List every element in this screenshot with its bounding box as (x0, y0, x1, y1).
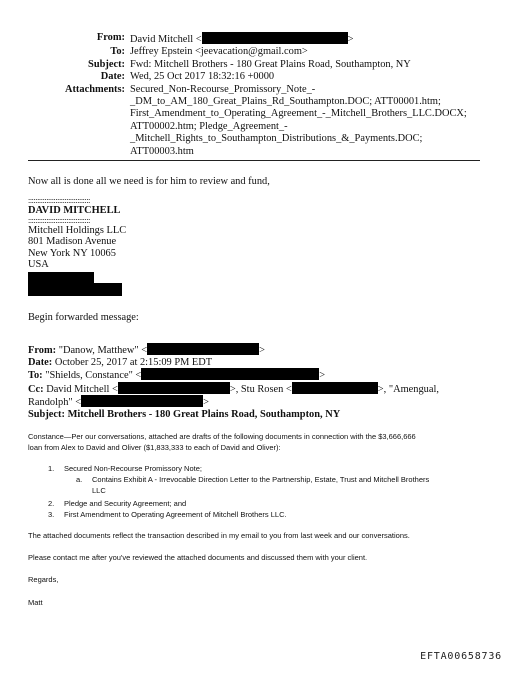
closing-regards: Regards, (28, 575, 59, 584)
header-subject-row (28, 59, 488, 71)
header-attachments-row (28, 84, 488, 158)
header-divider (28, 160, 480, 161)
list-number: 2. (48, 499, 55, 508)
signature-name: DAVID MITCHELL (28, 205, 121, 216)
list-item: Secured Non-Recourse Promissory Note; (64, 464, 202, 473)
signature-dots: :::::::::::::::::::::::::::::::::: (28, 196, 90, 205)
list-item: Pledge and Security Agreement; and (64, 499, 187, 508)
fwd-subject-row (28, 409, 488, 421)
fwd-from-value: "Danow, Matthew" < (58, 345, 148, 356)
date-label: Date: (100, 71, 125, 83)
redaction-box (141, 368, 319, 380)
redaction-box (147, 343, 259, 355)
fwd-date-label: Date: (28, 356, 53, 368)
attachment-line[interactable]: _Mitchell_Rights_to_Southampton_Distributions_&_Payments.DOC; ATT00003.htm (130, 133, 423, 157)
attachment-line[interactable]: First_Amendment_to_Operating_Agreement_-_Mitchell_Brothers_LLC.DOCX; (130, 108, 467, 120)
from-close-angle: > (347, 34, 354, 45)
fwd-cc-row-cont: Randolph" < > (28, 397, 209, 409)
attachment-line[interactable]: _DM_to_AM_180_Great_Plains_Rd_Southampton.DOC; ATT00001.htm; (130, 96, 441, 108)
fwd-from-label: From: (28, 345, 57, 356)
redaction-box (81, 395, 203, 407)
forwarded-header (28, 343, 488, 421)
signature-street: 801 Madison Avenue (28, 236, 117, 248)
attachment-line[interactable]: Secured_Non-Recourse_Promissory_Note_- (130, 83, 316, 95)
to-label: To: (110, 46, 125, 58)
attachments-list (130, 84, 488, 158)
from-label: From: (96, 32, 125, 43)
header-to-row (28, 46, 488, 58)
subject-value: Fwd: Mitchell Brothers - 180 Great Plains Road, Southampton, NY (130, 58, 411, 70)
fwd-cc-row: Cc: David Mitchell < >, Stu Rosen < >, "Amengual, (28, 383, 439, 395)
closing-signoff: Matt (28, 598, 43, 607)
subject-label: Subject: (88, 58, 125, 70)
signature-block (28, 197, 126, 271)
signature-dots: :::::::::::::::::::::::::::::::::: (28, 215, 90, 225)
email-header (28, 32, 488, 158)
begin-forwarded: Begin forwarded message: (28, 312, 139, 323)
list-letter: a. (76, 475, 83, 484)
fwd-to-label: To: (28, 370, 43, 382)
redaction-box (118, 382, 230, 394)
redaction-box (28, 283, 122, 296)
to-value: Jeffrey Epstein <jeevacation@gmail.com> (130, 46, 308, 58)
fwd-date-value: October 25, 2017 at 2:15:09 PM EDT (54, 356, 213, 368)
fwd-from-row: From: "Danow, Matthew" < > (28, 345, 265, 356)
fwd-cc-label: Cc: (28, 383, 44, 395)
list-number: 1. (48, 464, 55, 473)
list-number: 3. (48, 510, 55, 519)
fwd-date-row (28, 357, 488, 369)
letter-paragraph: Please contact me after you've reviewed the attached documents and discussed them with your client. (28, 553, 368, 562)
document-id-stamp: EFTA00658736 (420, 651, 502, 662)
letter-paragraph: Constance—Per our conversations, attached are drafts of the following documents in connection with the $3,666,666 loan from Alex to David and Oliver ($1,833,333 to each of David and Oliver): (28, 432, 416, 452)
signature-company: Mitchell Holdings LLC (28, 224, 127, 236)
fwd-to-value: "Shields, Constance" < (45, 370, 142, 382)
attachments-label: Attachments: (64, 83, 125, 95)
fwd-to-row: To: "Shields, Constance" < > (28, 370, 326, 382)
signature-city: New York NY 10065 (28, 247, 116, 259)
fwd-subject-label: Subject: (28, 408, 65, 420)
signature-country: USA (28, 259, 49, 271)
fwd-subject-value: Mitchell Brothers - 180 Great Plains Road, Southampton, NY (67, 408, 341, 420)
list-item: Contains Exhibit A - Irrevocable Direction Letter to the Partnership, Estate, Trust and Mitchell Brothers (92, 475, 430, 484)
redaction-box (202, 32, 348, 44)
header-from-row (28, 32, 488, 46)
redaction-box (292, 382, 378, 394)
header-date-row (28, 71, 488, 83)
from-value: David Mitchell < (130, 34, 202, 45)
redaction-box (28, 272, 94, 283)
message-intro: Now all is done all we need is for him to review and fund, (28, 176, 270, 187)
list-item-cont: LLC (92, 486, 106, 495)
letter-paragraph: The attached documents reflect the transaction described in my email to you from last week and our conversations. (28, 531, 410, 540)
list-item: First Amendment to Operating Agreement of Mitchell Brothers LLC. (64, 510, 287, 519)
attachment-line[interactable]: ATT00002.htm; Pledge_Agreement_- (130, 120, 288, 132)
date-value: Wed, 25 Oct 2017 18:32:16 +0000 (130, 71, 275, 83)
